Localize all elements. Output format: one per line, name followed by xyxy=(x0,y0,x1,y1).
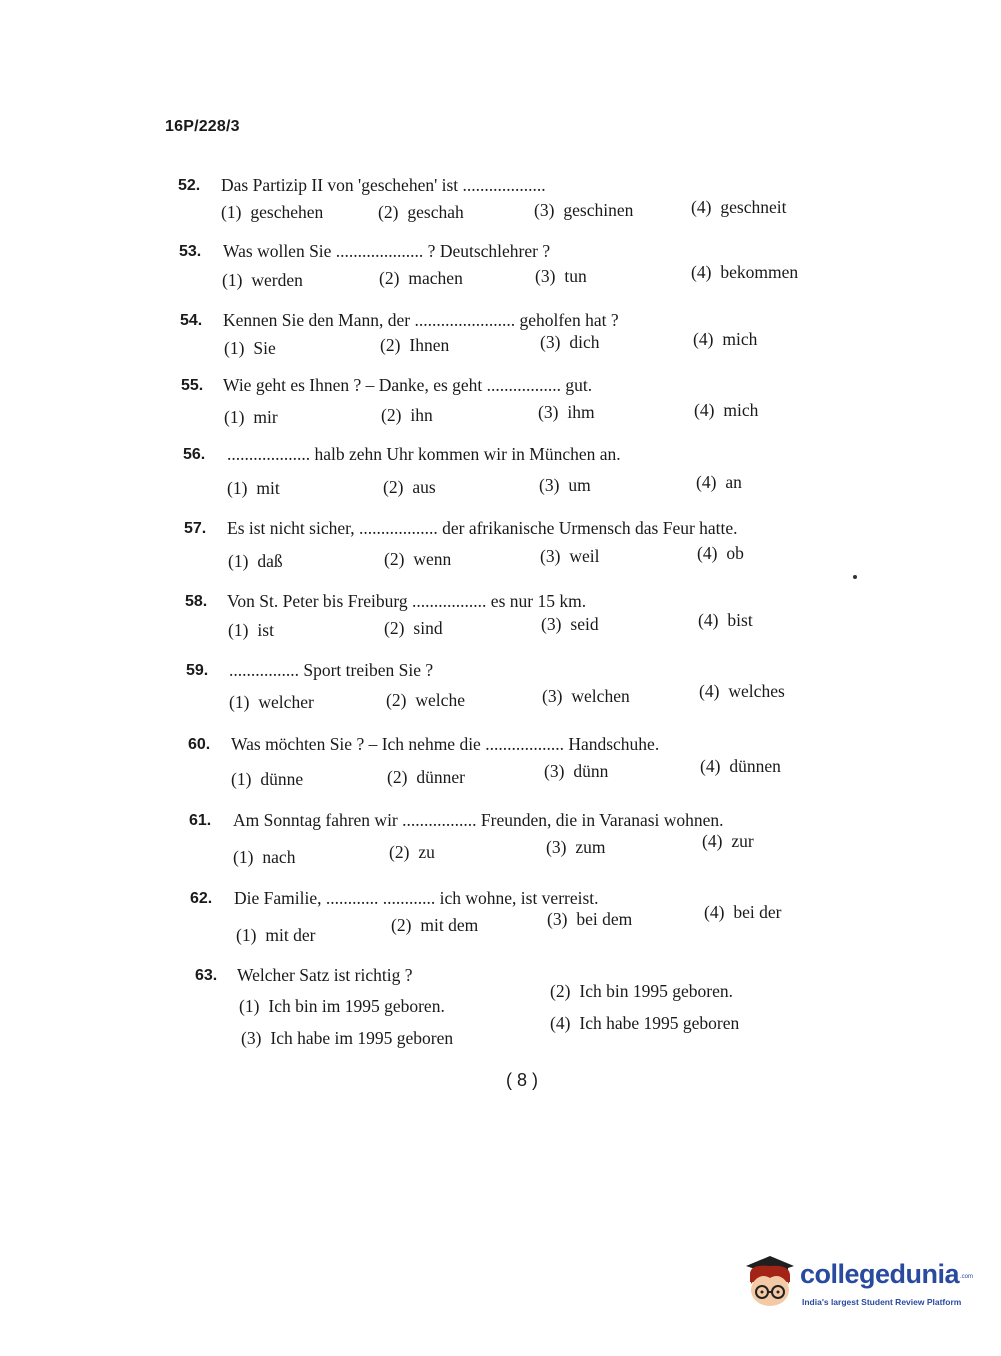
question-number: 59. xyxy=(186,662,209,679)
option-4: (4) zur xyxy=(702,831,754,851)
option-3: (3) seid xyxy=(541,614,599,634)
option-2: (2) wenn xyxy=(384,549,452,569)
option-4: (4) dünnen xyxy=(700,756,781,776)
question-number: 61. xyxy=(189,812,212,829)
option-2: (2) zu xyxy=(389,842,435,862)
question-number: 52. xyxy=(178,177,201,194)
paper-code: 16P/228/3 xyxy=(165,118,240,135)
option-2: (2) aus xyxy=(383,477,436,497)
option-2: (2) Ich bin 1995 geboren. xyxy=(550,981,733,1001)
collegedunia-watermark xyxy=(742,1252,972,1312)
option-1: (1) mir xyxy=(224,407,278,427)
question-text: ................... halb zehn Uhr kommen wir in München an. xyxy=(227,444,621,464)
question-52 xyxy=(0,177,1001,237)
option-4: (4) ob xyxy=(697,543,744,563)
option-3: (3) dünn xyxy=(544,761,609,781)
question-text: Das Partizip II von 'geschehen' ist ................... xyxy=(221,175,546,195)
option-3: (3) zum xyxy=(546,837,606,857)
option-4: (4) bei der xyxy=(704,902,782,922)
option-2: (2) dünner xyxy=(387,767,466,787)
option-4: (4) geschneit xyxy=(691,197,787,217)
option-3: (3) welchen xyxy=(542,686,630,706)
option-1: (1) werden xyxy=(222,270,303,290)
option-3: (3) weil xyxy=(540,546,600,566)
question-text: Von St. Peter bis Freiburg ................. es nur 15 km. xyxy=(227,591,587,611)
option-4: (4) bist xyxy=(698,610,753,630)
option-3: (3) um xyxy=(539,475,591,495)
question-number: 58. xyxy=(185,593,208,610)
question-text: Am Sonntag fahren wir ................. Freunden, die in Varanasi wohnen. xyxy=(233,810,724,830)
page-number: ( 8 ) xyxy=(506,1070,539,1090)
option-2: (2) geschah xyxy=(378,202,464,222)
question-number: 57. xyxy=(184,520,207,537)
question-text: ................ Sport treiben Sie ? xyxy=(229,660,434,680)
question-54 xyxy=(0,312,1001,372)
option-1: (1) welcher xyxy=(229,692,314,712)
question-text: Welcher Satz ist richtig ? xyxy=(237,965,413,985)
question-number: 63. xyxy=(195,967,218,984)
brand-name: collegedunia xyxy=(800,1259,960,1289)
option-4: (4) welches xyxy=(699,681,785,701)
question-56 xyxy=(0,446,1001,506)
brand-tagline: India's largest Student Review Platform xyxy=(802,1297,962,1307)
brand-suffix: .com xyxy=(960,1274,974,1280)
question-number: 54. xyxy=(180,312,203,329)
option-2: (2) Ihnen xyxy=(380,335,450,355)
question-63 xyxy=(0,967,1001,1067)
option-1: (1) geschehen xyxy=(221,202,324,222)
option-1: (1) Ich bin im 1995 geboren. xyxy=(239,996,445,1016)
option-2: (2) welche xyxy=(386,690,465,710)
option-4: (4) Ich habe 1995 geboren xyxy=(550,1013,740,1033)
question-text: Es ist nicht sicher, .................. der afrikanische Urmensch das Feur hatte. xyxy=(227,518,738,538)
question-59 xyxy=(0,662,1001,722)
question-number: 56. xyxy=(183,446,206,463)
option-3: (3) Ich habe im 1995 geboren xyxy=(241,1028,454,1048)
question-55 xyxy=(0,377,1001,437)
mascot-icon xyxy=(742,1252,798,1310)
option-2: (2) mit dem xyxy=(391,915,479,935)
question-text: Was möchten Sie ? – Ich nehme die .................. Handschuhe. xyxy=(231,734,660,754)
option-3: (3) tun xyxy=(535,266,587,286)
question-61 xyxy=(0,812,1001,872)
option-4: (4) mich xyxy=(694,400,759,420)
option-1: (1) nach xyxy=(233,847,296,867)
option-2: (2) sind xyxy=(384,618,443,638)
question-text: Kennen Sie den Mann, der ....................... geholfen hat ? xyxy=(223,310,619,330)
question-53 xyxy=(0,243,1001,303)
option-3: (3) dich xyxy=(540,332,600,352)
option-3: (3) ihm xyxy=(538,402,595,422)
option-2: (2) ihn xyxy=(381,405,433,425)
question-57 xyxy=(0,520,1001,580)
question-number: 53. xyxy=(179,243,202,260)
question-58 xyxy=(0,593,1001,653)
question-text: Was wollen Sie .................... ? Deutschlehrer ? xyxy=(223,241,551,261)
question-text: Die Familie, ............ ............ ich wohne, ist verreist. xyxy=(234,888,599,908)
option-1: (1) mit xyxy=(227,478,280,498)
option-1: (1) mit der xyxy=(236,925,316,945)
question-number: 60. xyxy=(188,736,211,753)
option-1: (1) Sie xyxy=(224,338,276,358)
question-number: 55. xyxy=(181,377,204,394)
scan-speck xyxy=(853,575,857,579)
option-1: (1) ist xyxy=(228,620,274,640)
option-2: (2) machen xyxy=(379,268,463,288)
option-3: (3) geschinen xyxy=(534,200,634,220)
question-text: Wie geht es Ihnen ? – Danke, es geht ................. gut. xyxy=(223,375,593,395)
question-60 xyxy=(0,736,1001,796)
option-4: (4) an xyxy=(696,472,742,492)
option-3: (3) bei dem xyxy=(547,909,633,929)
option-4: (4) mich xyxy=(693,329,758,349)
option-1: (1) daß xyxy=(228,551,283,571)
option-4: (4) bekommen xyxy=(691,262,799,282)
question-number: 62. xyxy=(190,890,213,907)
option-1: (1) dünne xyxy=(231,769,304,789)
question-62 xyxy=(0,890,1001,950)
